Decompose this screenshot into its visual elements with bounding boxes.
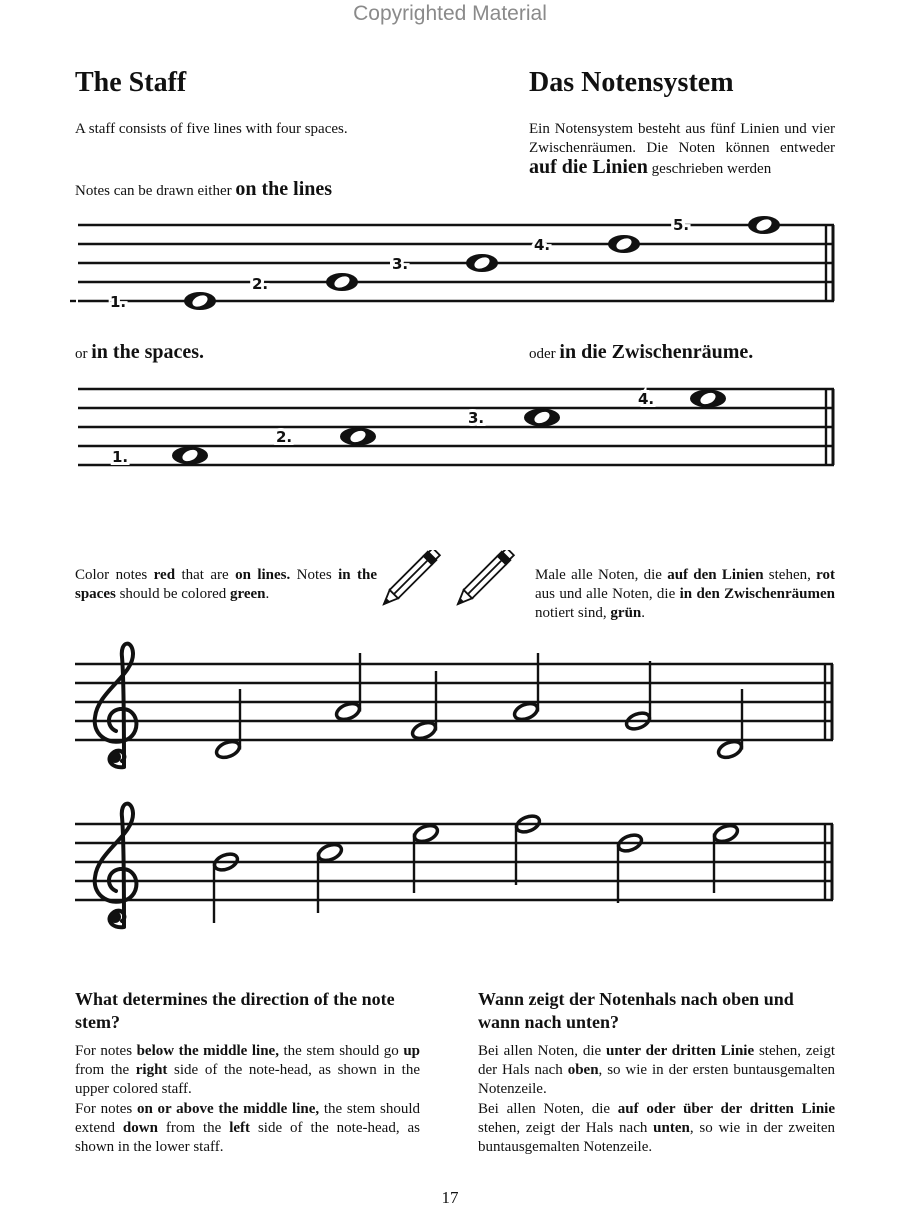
english-color-text-3: Notes [290,567,339,583]
english-spaces-bold: in the spaces. [91,341,205,363]
german-stem2-on-above-third-line: auf oder über der dritten Linie [617,1101,835,1117]
english-lines-bold: on the lines [235,178,333,200]
english-color-green: green [229,586,266,602]
english-stem1-below-middle: below the middle line, [136,1043,279,1059]
space-note-label-1: 1. [112,448,129,466]
space-note-label-3: 3. [468,409,485,427]
english-stem1-text-1: For notes [75,1043,137,1059]
english-intro: A staff consists of five lines with four spaces. [75,121,348,137]
german-stem1-text-1: Bei allen Noten, die [478,1043,607,1059]
english-stem-heading: What determines the direction of the note stem? [75,989,395,1032]
german-stem-rule-up [478,1042,835,1099]
treble-clef-icon [95,804,137,928]
staff-stems-up-exercise [70,635,840,775]
english-stem1-text-4: side of the note-head, as shown in the upper colored staff. [75,1062,420,1097]
english-color-text-2: that are [175,567,236,583]
english-color-in-spaces: in the spaces [75,567,377,602]
german-stem1-below-third-line: unter der dritten Linie [606,1043,755,1059]
english-stem-rule-down [75,1100,420,1157]
english-stem2-text-1: For notes [75,1101,137,1117]
german-intro-text: Ein Notensystem besteht aus fünf Linien und vier Zwischenräumen. Die Noten können entweder [529,121,835,156]
page-number: 17 [441,1188,459,1207]
staff-stems-down-exercise [70,795,840,940]
line-note-label-5: 5. [673,216,690,234]
german-color-on-lines: auf den Linien [667,567,764,583]
german-color-text-3: aus und alle Noten, die [535,586,680,602]
english-stem2-on-above-middle: on or above the middle line, [136,1101,320,1117]
english-spaces-sentence [75,343,204,364]
german-stem1-oben: oben [567,1062,599,1078]
english-color-text-5: . [265,586,270,602]
german-stem2-text-2: stehen, zeigt der Hals nach [478,1120,654,1136]
german-color-instructions [535,566,835,623]
german-color-text-4: notiert sind, [535,605,611,621]
english-color-instructions [75,566,377,604]
english-title: The Staff [75,67,187,98]
english-stem2-text-4: side of the note-head, as shown in the lower staff. [75,1120,420,1155]
german-color-red: rot [816,567,835,583]
german-stem2-text-3: , so wie in der zweiten buntausgemalten Notenzeile. [478,1120,835,1155]
german-spaces-bold: in die Zwischenräume. [559,341,754,363]
german-spaces-text: oder [529,346,560,362]
german-color-text-1: Male alle Noten, die [535,567,668,583]
english-stem2-left: left [229,1120,251,1136]
english-color-text-1: Color notes [75,567,154,583]
line-note-label-3: 3. [392,255,409,273]
german-stem1-text-3: , so wie in der ersten buntausgemalten Notenzeile. [478,1062,835,1097]
german-intro-bold: auf die Linien [529,156,648,178]
english-spaces-text: or [75,346,92,362]
german-color-text-2: stehen, [763,567,817,583]
german-color-in-spaces: in den Zwischenräumen [679,586,835,602]
staff-notes-on-lines [60,205,840,320]
english-stem2-down: down [122,1120,158,1136]
english-stem1-up: up [403,1043,420,1059]
english-color-on-lines: on lines. [235,567,291,583]
pencil-icon [378,550,450,612]
line-note-label-1: 1. [110,293,127,311]
german-stem2-unten: unten [653,1120,690,1136]
german-color-text-5: . [641,605,646,621]
german-intro-post: geschrieben werden [647,161,772,177]
line-note-label-2: 2. [252,275,269,293]
english-stem-rule-up [75,1042,420,1099]
space-note-label-2: 2. [276,428,293,446]
german-stem1-text-2: stehen, zeigt der Hals nach [478,1043,835,1078]
german-stem-heading: Wann zeigt der Notenhals nach oben und wann nach unten? [478,989,794,1032]
german-title: Das Notensystem [529,67,734,98]
english-lines-text: Notes can be drawn either [75,183,236,199]
line-note-label-4: 4. [534,236,551,254]
english-stem1-right: right [135,1062,168,1078]
german-stem2-text-1: Bei allen Noten, die [478,1101,618,1117]
treble-clef-icon [95,644,137,768]
german-intro [529,120,835,179]
english-stem1-text-2: the stem should go [278,1043,404,1059]
english-color-text-4: should be colored [115,586,230,602]
german-stem-rule-down [478,1100,835,1157]
copyright-watermark: Copyrighted Material [353,2,547,25]
english-lines-sentence [75,180,435,201]
german-color-green: grün [610,605,642,621]
english-stem2-text-3: from the [157,1120,230,1136]
pencil-icon [452,550,524,612]
space-note-label-4: 4. [638,390,655,408]
english-stem1-text-3: from the [75,1062,136,1078]
english-stem2-text-2: the stem should extend [75,1101,420,1136]
staff-notes-in-spaces [60,380,840,470]
english-color-red: red [153,567,176,583]
german-spaces-sentence [529,343,753,364]
